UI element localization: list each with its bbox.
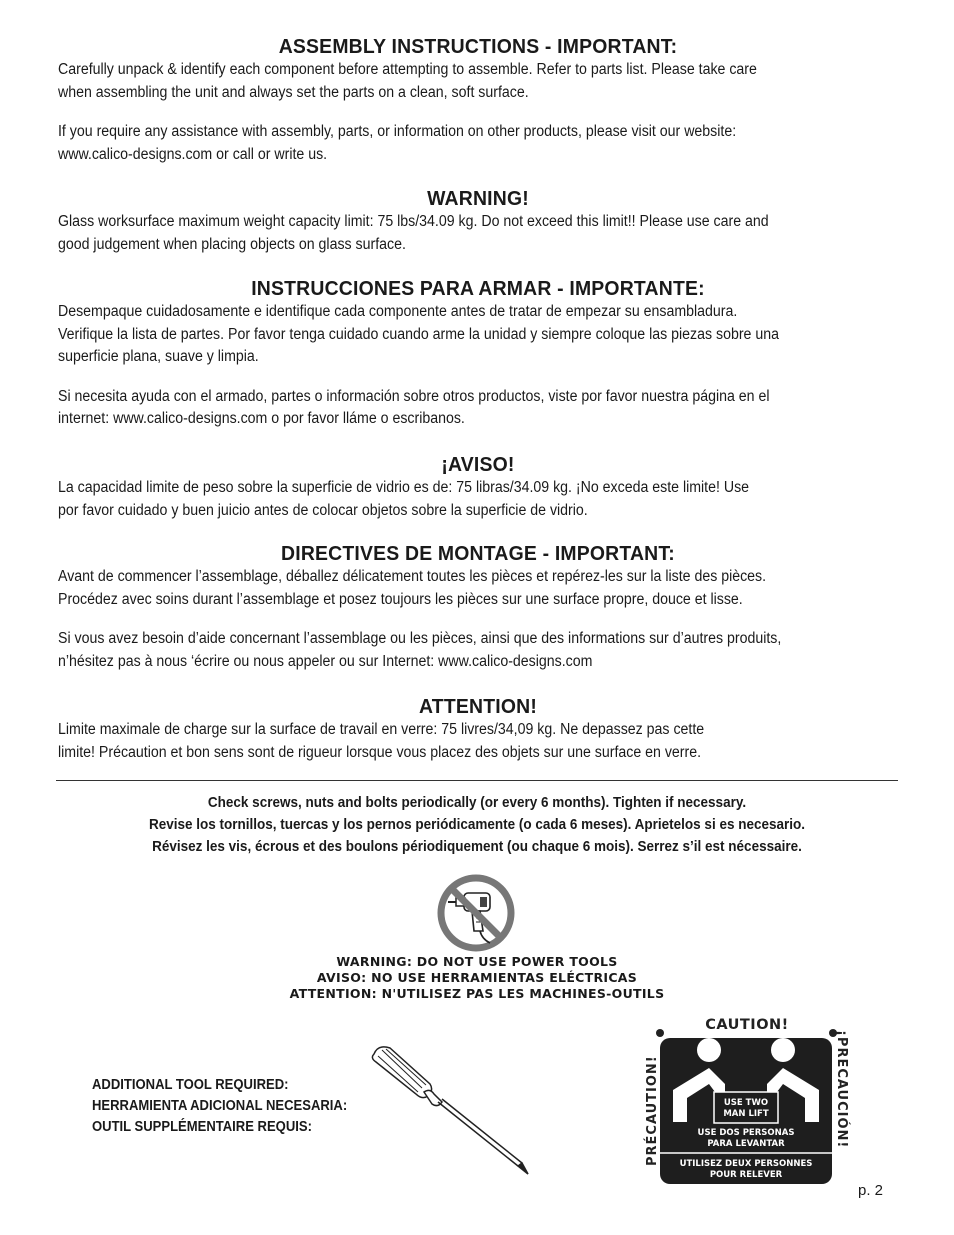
section-warning-es bbox=[58, 453, 898, 522]
text-line: Glass worksurface maximum weight capacity limit: 75 lbs/34.09 kg. Do not exceed this limit!! Please use care and bbox=[58, 213, 769, 230]
text-line: internet: www.calico-designs.com o por favor lláme o escribanos. bbox=[58, 410, 465, 427]
text-line: Limite maximale de charge sur la surface de travail en verre: 75 livres/34,09 kg. Ne depassez pas cette bbox=[58, 721, 705, 738]
section-assembly-fr bbox=[58, 542, 898, 673]
paragraph bbox=[58, 211, 898, 256]
divider bbox=[56, 780, 898, 781]
text-line: www.calico-designs.com or call or write us. bbox=[58, 145, 328, 163]
additional-tool-label bbox=[92, 1075, 376, 1138]
paragraph bbox=[58, 59, 898, 104]
screwdriver-icon bbox=[368, 1040, 538, 1180]
two-person-lift-icon bbox=[633, 1008, 861, 1190]
heading-warning-fr: ATTENTION! bbox=[419, 696, 537, 718]
caution-es-line2: PARA LEVANTAR bbox=[707, 1139, 785, 1149]
text-line: limite! Précaution et bon sens sont de rigueur lorsque vous placez des objets sur une surface en verre. bbox=[58, 743, 702, 761]
heading-assembly-es: INSTRUCCIONES PARA ARMAR - IMPORTANTE: bbox=[251, 278, 705, 300]
no-power-drill-icon bbox=[436, 873, 516, 953]
text-line: n’hésitez pas à nous ‘écrire ou nous appeler ou sur Internet: www.calico-designs.com bbox=[58, 652, 593, 670]
caution-right: ¡PRECAUCIÓN! bbox=[834, 1030, 849, 1149]
maintenance-line-en: Check screws, nuts and bolts periodically (or every 6 months). Tighten if necessary. bbox=[207, 794, 747, 811]
text-line: Verifique la lista de partes. Por favor tenga cuidado cuando arme la unidad y siempre coloque las piezas sobre una bbox=[58, 325, 780, 343]
paragraph bbox=[58, 386, 898, 431]
additional-tool-line-fr: OUTIL SUPPLÉMENTAIRE REQUIS: bbox=[92, 1119, 312, 1135]
text-line: La capacidad limite de peso sobre la superficie de vidrio es de: 75 libras/34.09 kg. ¡No exceda este limite! Use bbox=[58, 479, 750, 496]
text-line: Avant de commencer l’assemblage, déballez délicatement toutes les pièces et repérez-les sur la liste des pièces. bbox=[58, 568, 767, 585]
section-assembly-es bbox=[58, 277, 898, 431]
paragraph bbox=[58, 301, 898, 369]
caution-fr-line1: UTILISEZ DEUX PERSONNES bbox=[679, 1159, 813, 1169]
text-line: Si necesita ayuda con el armado, partes o información sobre otros productos, viste por favor nuestra página en el bbox=[58, 387, 770, 405]
caution-left: PRÉCAUTION! bbox=[645, 1055, 660, 1166]
text-line: good judgement when placing objects on glass surface. bbox=[58, 235, 406, 253]
heading-warning-es: ¡AVISO! bbox=[441, 454, 515, 476]
text-line: If you require any assistance with assembly, parts, or information on other products, please visit our website: bbox=[58, 123, 737, 140]
caution-en-line2: MAN LIFT bbox=[723, 1109, 769, 1119]
page-number: p. 2 bbox=[858, 1182, 884, 1199]
paragraph bbox=[58, 719, 898, 764]
additional-tool-line-es: HERRAMIENTA ADICIONAL NECESARIA: bbox=[92, 1098, 348, 1114]
text-line: superficie plana, suave y limpia. bbox=[58, 348, 259, 365]
power-tools-line-es: AVISO: NO USE HERRAMIENTAS ELÉCTRICAS bbox=[316, 970, 638, 985]
power-tools-line-en: WARNING: DO NOT USE POWER TOOLS bbox=[336, 954, 618, 969]
text-line: Desempaque cuidadosamente e identifique cada componente antes de tratar de empezar su ensambladura. bbox=[58, 303, 738, 320]
text-line: Procédez avec soins durant l’assemblage et posez toujours les pièces sur une surface propre, douce et lisse. bbox=[58, 590, 743, 608]
maintenance-line-fr: Révisez les vis, écrous et des boulons périodiquement (ou chaque 6 mois). Serrez s’il est nécessaire. bbox=[152, 838, 802, 855]
caution-fr-line2: POUR RELEVER bbox=[709, 1170, 783, 1180]
caution-en-line1: USE TWO bbox=[723, 1098, 769, 1108]
caution-es-line1: USE DOS PERSONAS bbox=[697, 1128, 795, 1138]
caution-title: CAUTION! bbox=[705, 1017, 789, 1033]
additional-tool-line-en: ADDITIONAL TOOL REQUIRED: bbox=[92, 1077, 289, 1093]
power-tools-warning bbox=[257, 954, 697, 1002]
section-assembly-en bbox=[58, 35, 898, 166]
paragraph bbox=[58, 121, 898, 166]
text-line: Si vous avez besoin d’aide concernant l’assemblage ou les pièces, ainsi que des informations sur d’autres produits, bbox=[58, 630, 782, 647]
heading-assembly-en: ASSEMBLY INSTRUCTIONS - IMPORTANT: bbox=[278, 36, 678, 58]
text-line: Carefully unpack & identify each component before attempting to assemble. Refer to parts list. Please take care bbox=[58, 61, 757, 78]
text-line: when assembling the unit and always set the parts on a clean, soft surface. bbox=[58, 83, 529, 101]
maintenance-note bbox=[58, 792, 896, 858]
power-tools-line-fr: ATTENTION: N'UTILISEZ PAS LES MACHINES-OUTILS bbox=[289, 986, 665, 1001]
heading-warning-en: WARNING! bbox=[427, 188, 529, 210]
heading-assembly-fr: DIRECTIVES DE MONTAGE - IMPORTANT: bbox=[281, 543, 675, 565]
text-line: por favor cuidado y buen juicio antes de colocar objetos sobre la superficie de vidrio. bbox=[58, 501, 588, 519]
paragraph bbox=[58, 566, 898, 611]
maintenance-line-es: Revise los tornillos, tuercas y los pernos periódicamente (o cada 6 meses). Aprietelos si es necesario. bbox=[148, 816, 806, 833]
paragraph bbox=[58, 628, 898, 673]
paragraph bbox=[58, 477, 898, 522]
section-warning-fr bbox=[58, 695, 898, 764]
section-warning-en bbox=[58, 187, 898, 256]
